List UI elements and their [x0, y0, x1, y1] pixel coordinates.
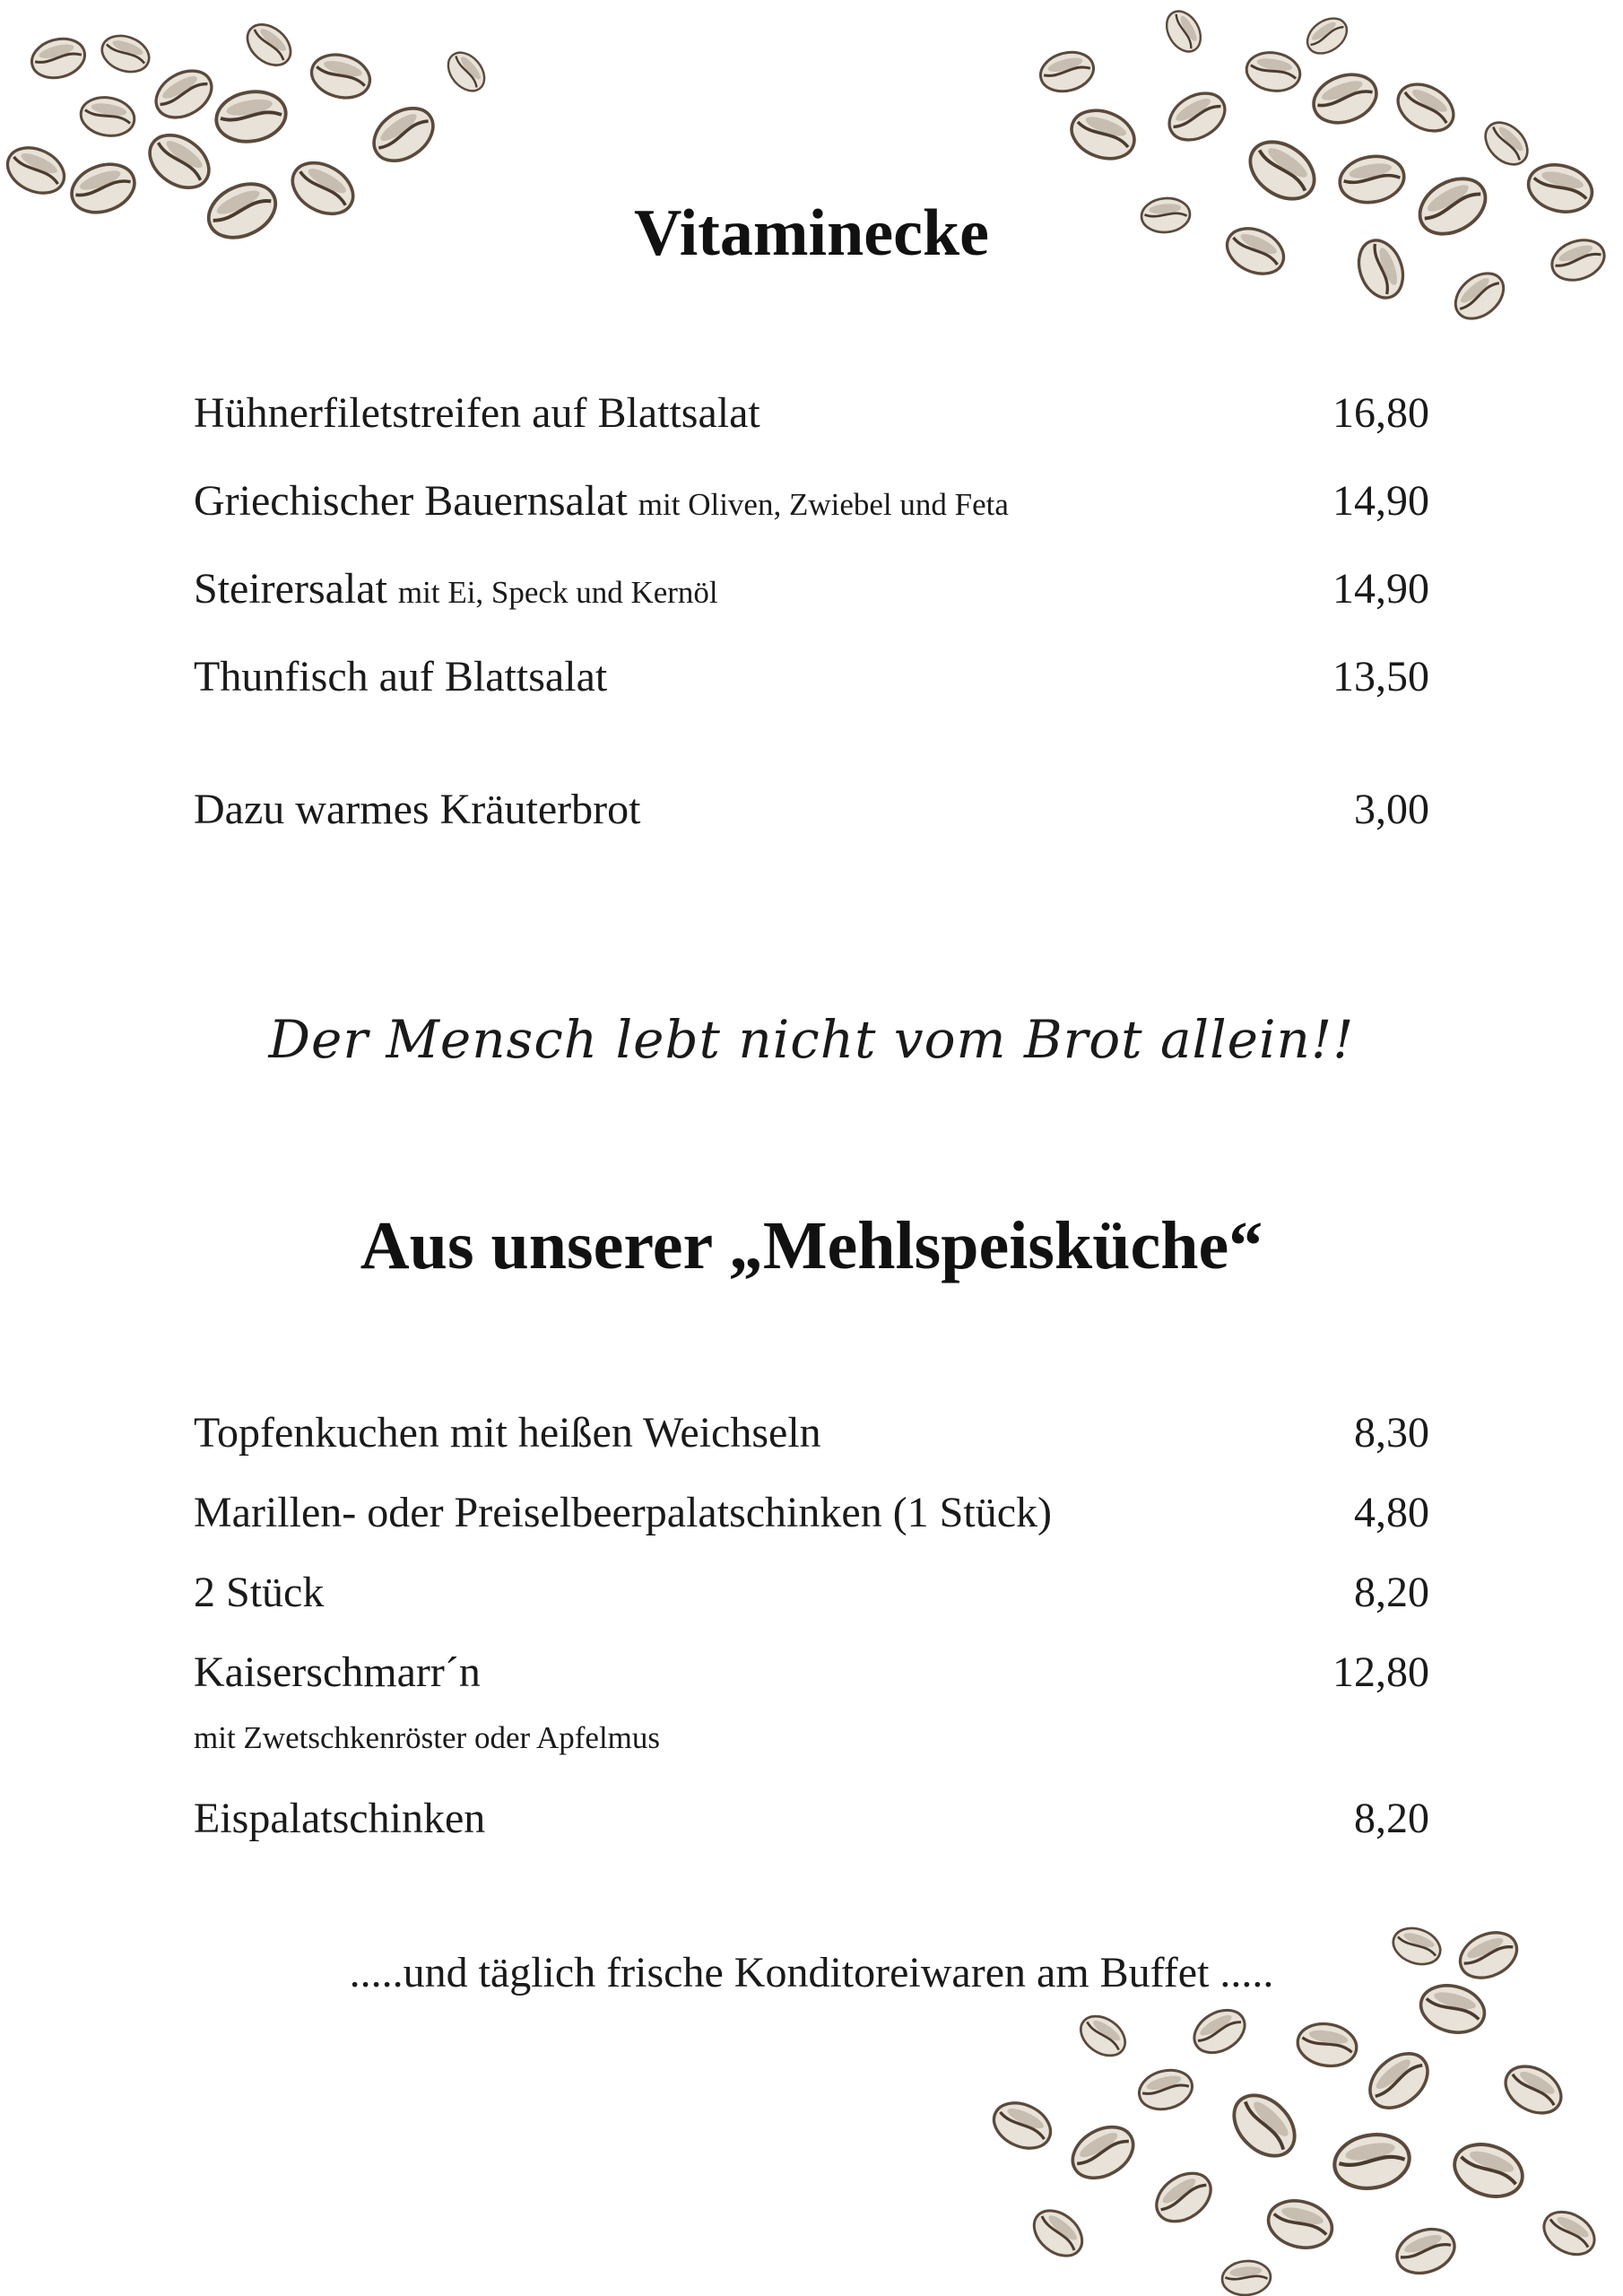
menu-item-price: 3,00: [1354, 786, 1429, 833]
menu-item-name: Kaiserschmarr´n: [194, 1648, 481, 1696]
menu-item: [194, 1552, 1429, 1614]
menu-item: [194, 548, 1429, 611]
menu-item: [194, 1392, 1429, 1455]
menu-item: [194, 1631, 1429, 1694]
menu-item: [194, 1778, 1429, 1840]
quote-text: Der Mensch lebt nicht vom Brot allein!!: [268, 1009, 1355, 1070]
section-title-mehlspeiskueche: Aus unserer „Mehlspeisküche“: [360, 1208, 1263, 1283]
coffee-beans-top-right-icon: [1004, 0, 1623, 341]
menu-item-name: Dazu warmes Kräuterbrot: [194, 786, 641, 833]
menu-item-price: 8,20: [1354, 1795, 1429, 1842]
footer-text: .....und täglich frische Konditoreiwaren am Buffet .....: [349, 1949, 1274, 1996]
menu-item-price: 13,50: [1332, 653, 1429, 700]
menu-item-detail: mit Ei, Speck und Kernöl: [397, 575, 718, 610]
menu-item-detail: mit Oliven, Zwiebel und Feta: [638, 487, 1009, 522]
menu-item-name: Steirersalat mit Ei, Speck und Kernöl: [194, 565, 718, 613]
menu-item-price: 4,80: [1354, 1489, 1429, 1536]
menu-item: [194, 460, 1429, 523]
menu-item: [194, 1472, 1429, 1535]
menu-item-name: Griechischer Bauernsalat mit Oliven, Zwiebel und Feta: [194, 477, 1009, 525]
menu-item-price: 14,90: [1332, 477, 1429, 525]
menu-item-detail: mit Zwetschkenröster oder Apfelmus: [194, 1720, 661, 1755]
menu-item: [194, 769, 1429, 831]
menu-item-price: 8,30: [1354, 1409, 1429, 1457]
menu-item-name: Eispalatschinken: [194, 1795, 486, 1842]
menu-item-name: 2 Stück: [194, 1569, 325, 1616]
menu-item-price: 8,20: [1354, 1569, 1429, 1616]
section-title-vitaminecke: Vitaminecke: [634, 196, 989, 270]
menu-item-price: 14,90: [1332, 565, 1429, 613]
menu-item-name: Marillen- oder Preiselbeerpalatschinken (1 Stück): [194, 1489, 1052, 1536]
menu-item-price: 12,80: [1332, 1648, 1429, 1696]
menu-item-name: Topfenkuchen mit heißen Weichseln: [194, 1409, 821, 1457]
menu-item-name: Hühnerfiletstreifen auf Blattsalat: [194, 389, 760, 437]
menu-item: [194, 372, 1429, 435]
menu-item-price: 16,80: [1332, 389, 1429, 437]
menu-item: [194, 636, 1429, 699]
menu-item-name: Thunfisch auf Blattsalat: [194, 653, 608, 700]
